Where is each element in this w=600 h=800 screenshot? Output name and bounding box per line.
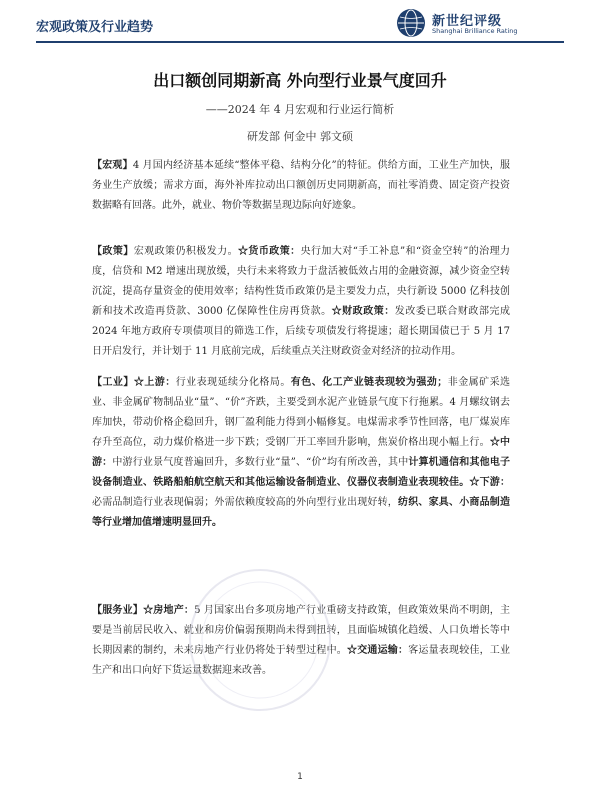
paragraph-macro	[92, 156, 510, 216]
section-tag-policy: 【政策】	[92, 246, 134, 257]
services-text-2: 客运量表现较佳，工业生产和出口向好下货运量数据迎来改善。	[92, 645, 511, 676]
policy-text-2: 央行加大对“手工补息”和“资金空转”的治理力度，信贷和 M2 增速出现放缓，央行未来将致力于盘活被低效占用的金融资源，减少资金空转沉淀，提高存量资金的使用效率；结构性货币政策仍是主要发力点，央行新设 5000 亿科技创新和技术改造再贷款、3000 亿保障性住房再贷款。	[92, 246, 511, 317]
real-estate-label: ☆房地产：	[143, 605, 195, 616]
logo-name: 新世纪评级	[432, 14, 503, 29]
paragraph-policy	[92, 242, 510, 362]
globe-emblem-icon	[396, 8, 426, 38]
document-title: 出口额创同期新高 外向型行业景气度回升	[153, 71, 447, 90]
document-subtitle: ——2024 年 4 月宏观和行业运行简析	[205, 103, 395, 116]
industry-text-2: 非金属矿采选业、非金属矿物制品业“量”、“价”齐跌，主要受到水泥产业链景气度下行拖累。4 月螺纹钢去库加快，带动价格企稳回升，钢厂盈利能力得到小幅修复。电煤需求季节性回落，电厂煤炭库存升至高位，动力煤价格进一步下跌；受钢厂开工率回升影响，焦炭价格出现小幅上行。	[92, 377, 511, 448]
industry-text-1: 行业表现延续分化格局。	[175, 377, 291, 388]
downstream-label: ☆下游：	[469, 477, 511, 488]
paragraph-industry	[92, 373, 510, 533]
fiscal-policy-label: ☆财政政策：	[331, 306, 395, 317]
page-number: 1	[297, 772, 303, 782]
header-divider	[36, 41, 564, 43]
industry-text-3: 中游行业景气度普遍回升，多数行业“量”、“价”均有所改善，其中	[112, 457, 409, 468]
paragraph-services	[92, 601, 510, 681]
services-text-1: 5 月国家出台多项房地产行业重磅支持政策，但政策效果尚不明朗，主要是当前居民收入、就业和房价偏弱预期尚未得到扭转，且面临城镇化趋缓、人口负增长等中长期因素的制约，未来房地产行业仍将处于转型过程中。	[92, 605, 511, 656]
section-tag-services: 【服务业】	[92, 605, 144, 616]
industry-highlight-1: 有色、化工产业链表现较为强劲；	[290, 377, 448, 388]
policy-text-3: 发改委已联合财政部完成 2024 年地方政府专项债项目的筛选工作，后续专项债发行将提速；超长期国债已于 5 月 17 日开启发行，并计划于 11 月底前完成，后续重点关注财政资金对经济的拉动作用。	[92, 306, 510, 357]
monetary-policy-label: ☆货币政策：	[238, 246, 301, 257]
company-logo	[396, 6, 546, 40]
industry-text-4: 必需品制造行业表现偏弱；外需依赖度较高的外向型行业出现好转，	[92, 497, 398, 508]
page-header	[0, 0, 600, 44]
midstream-label: ☆中游：	[92, 437, 511, 468]
section-tag-macro: 【宏观】	[92, 160, 133, 171]
macro-text: 4 月国内经济基本延续“整体平稳、结构分化”的特征。供给方面，工业生产加快，服务业生产放缓；需求方面，海外补库拉动出口额创历史同期新高，而社零消费、固定资产投资数据略有回落。此外，就业、物价等数据呈现边际向好迹象。	[92, 160, 511, 211]
policy-text-1: 宏观政策仍积极发力。	[133, 246, 238, 257]
transport-label: ☆交通运输：	[347, 645, 409, 656]
header-title: 宏观政策及行业趋势	[36, 20, 154, 35]
industry-highlight-3: 纺织、家具、小商品制造等行业增加值增速明显回升。	[92, 497, 510, 528]
logo-subtitle: Shanghai Brilliance Rating	[432, 27, 518, 35]
document-authors: 研发部 何金中 郭文硕	[247, 130, 353, 143]
upstream-label: ☆上游：	[133, 377, 176, 388]
section-tag-industry: 【工业】	[92, 377, 134, 388]
industry-highlight-2: 计算机通信和其他电子设备制造业、铁路船舶航空航天和其他运输设备制造业、仪器仪表制造业表现较佳。	[92, 457, 511, 488]
